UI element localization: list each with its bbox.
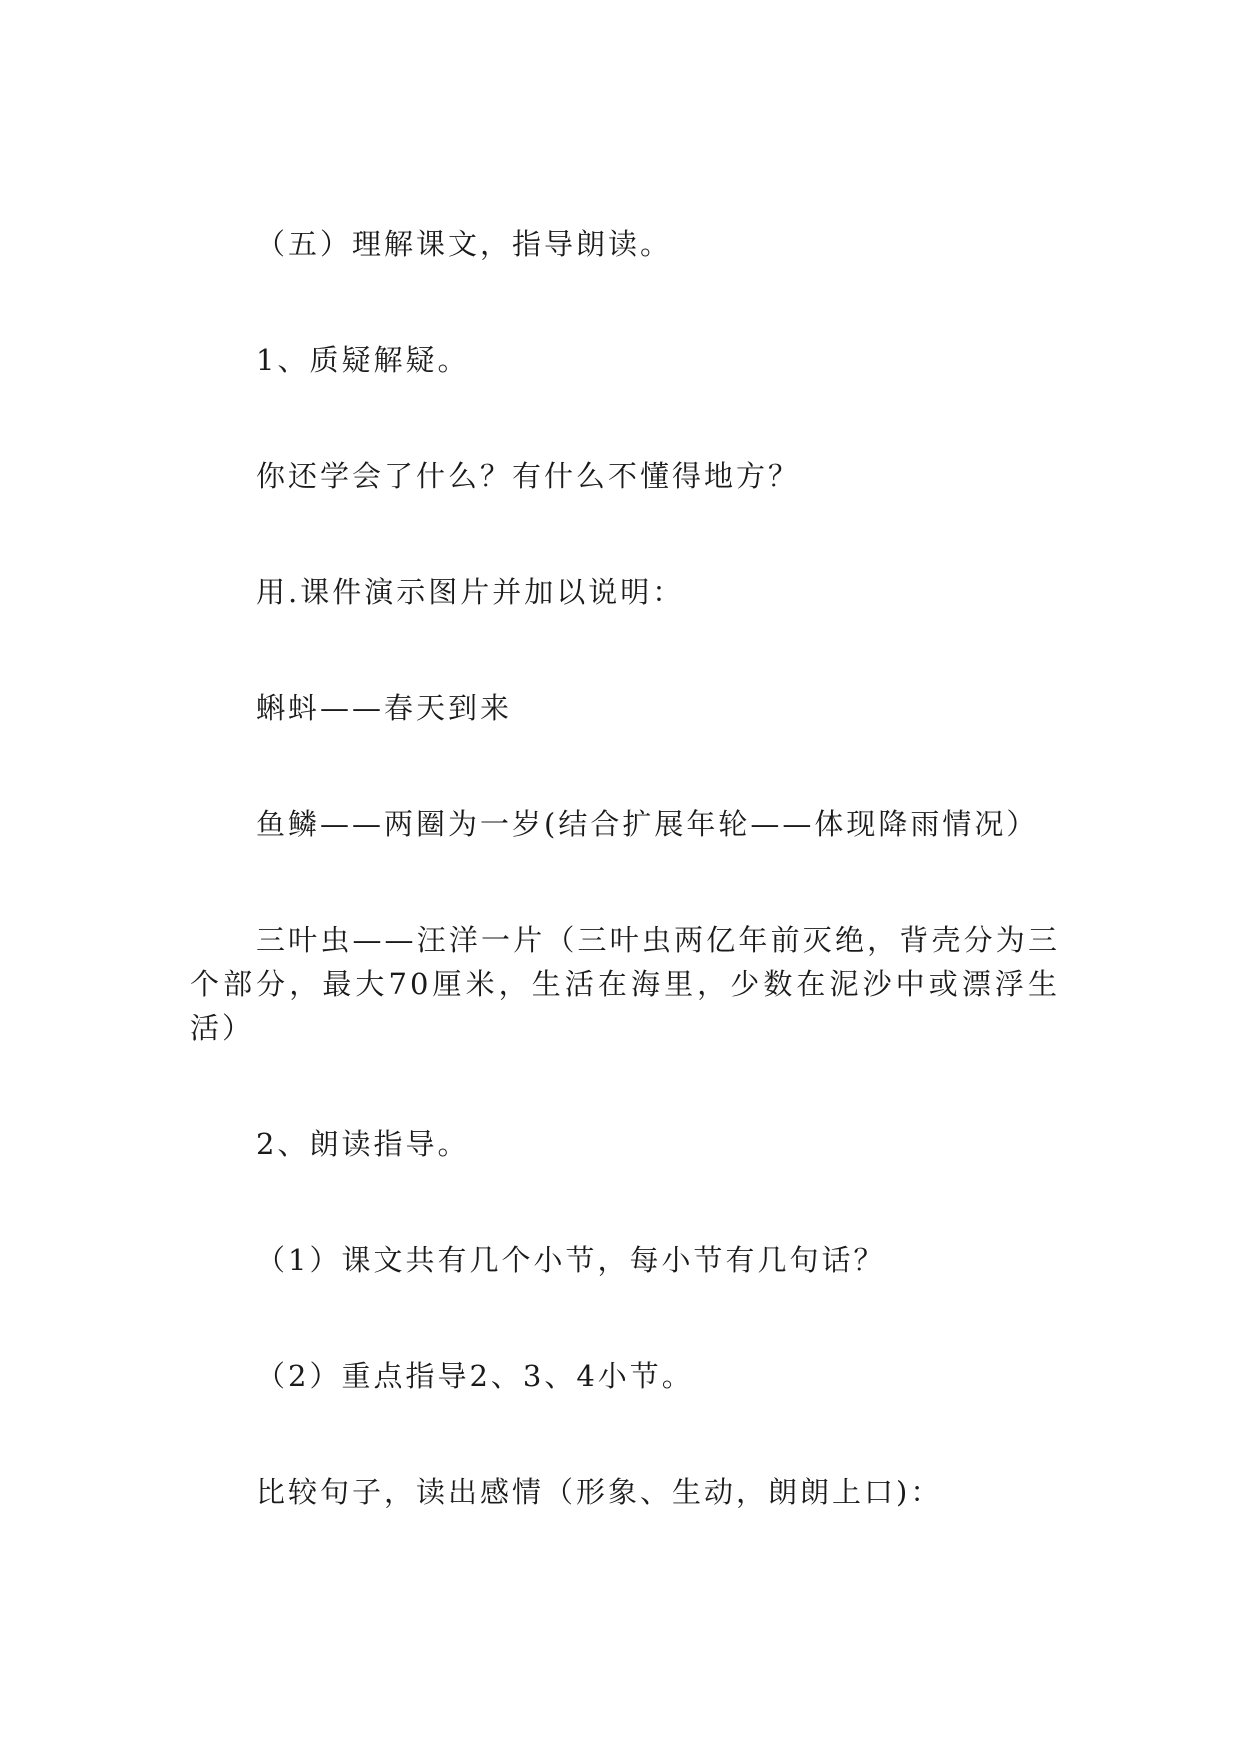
paragraph: 比较句子，读出感情（形象、生动，朗朗上口)：: [256, 1475, 943, 1509]
paragraph: （2）重点指导2、3、4小节。: [256, 1359, 694, 1393]
subsection-heading: 2、朗读指导。: [256, 1127, 470, 1161]
paragraph: 蝌蚪——春天到来: [256, 691, 513, 725]
paragraph: 鱼鳞——两圈为一岁(结合扩展年轮——体现降雨情况）: [256, 807, 1039, 841]
subsection-heading: 1、质疑解疑。: [256, 343, 470, 377]
paragraph: 用.课件演示图片并加以说明：: [256, 575, 685, 609]
paragraph: 你还学会了什么？有什么不懂得地方？: [256, 459, 801, 493]
paragraph: 三叶虫——汪洋一片（三叶虫两亿年前灭绝，背壳分为三个部分，最大70厘米，生活在海里，少数在泥沙中或漂浮生活）: [190, 923, 1060, 1045]
paragraph: （1）课文共有几个小节，每小节有几句话？: [256, 1243, 886, 1277]
section-heading: （五）理解课文，指导朗读。: [256, 227, 673, 261]
